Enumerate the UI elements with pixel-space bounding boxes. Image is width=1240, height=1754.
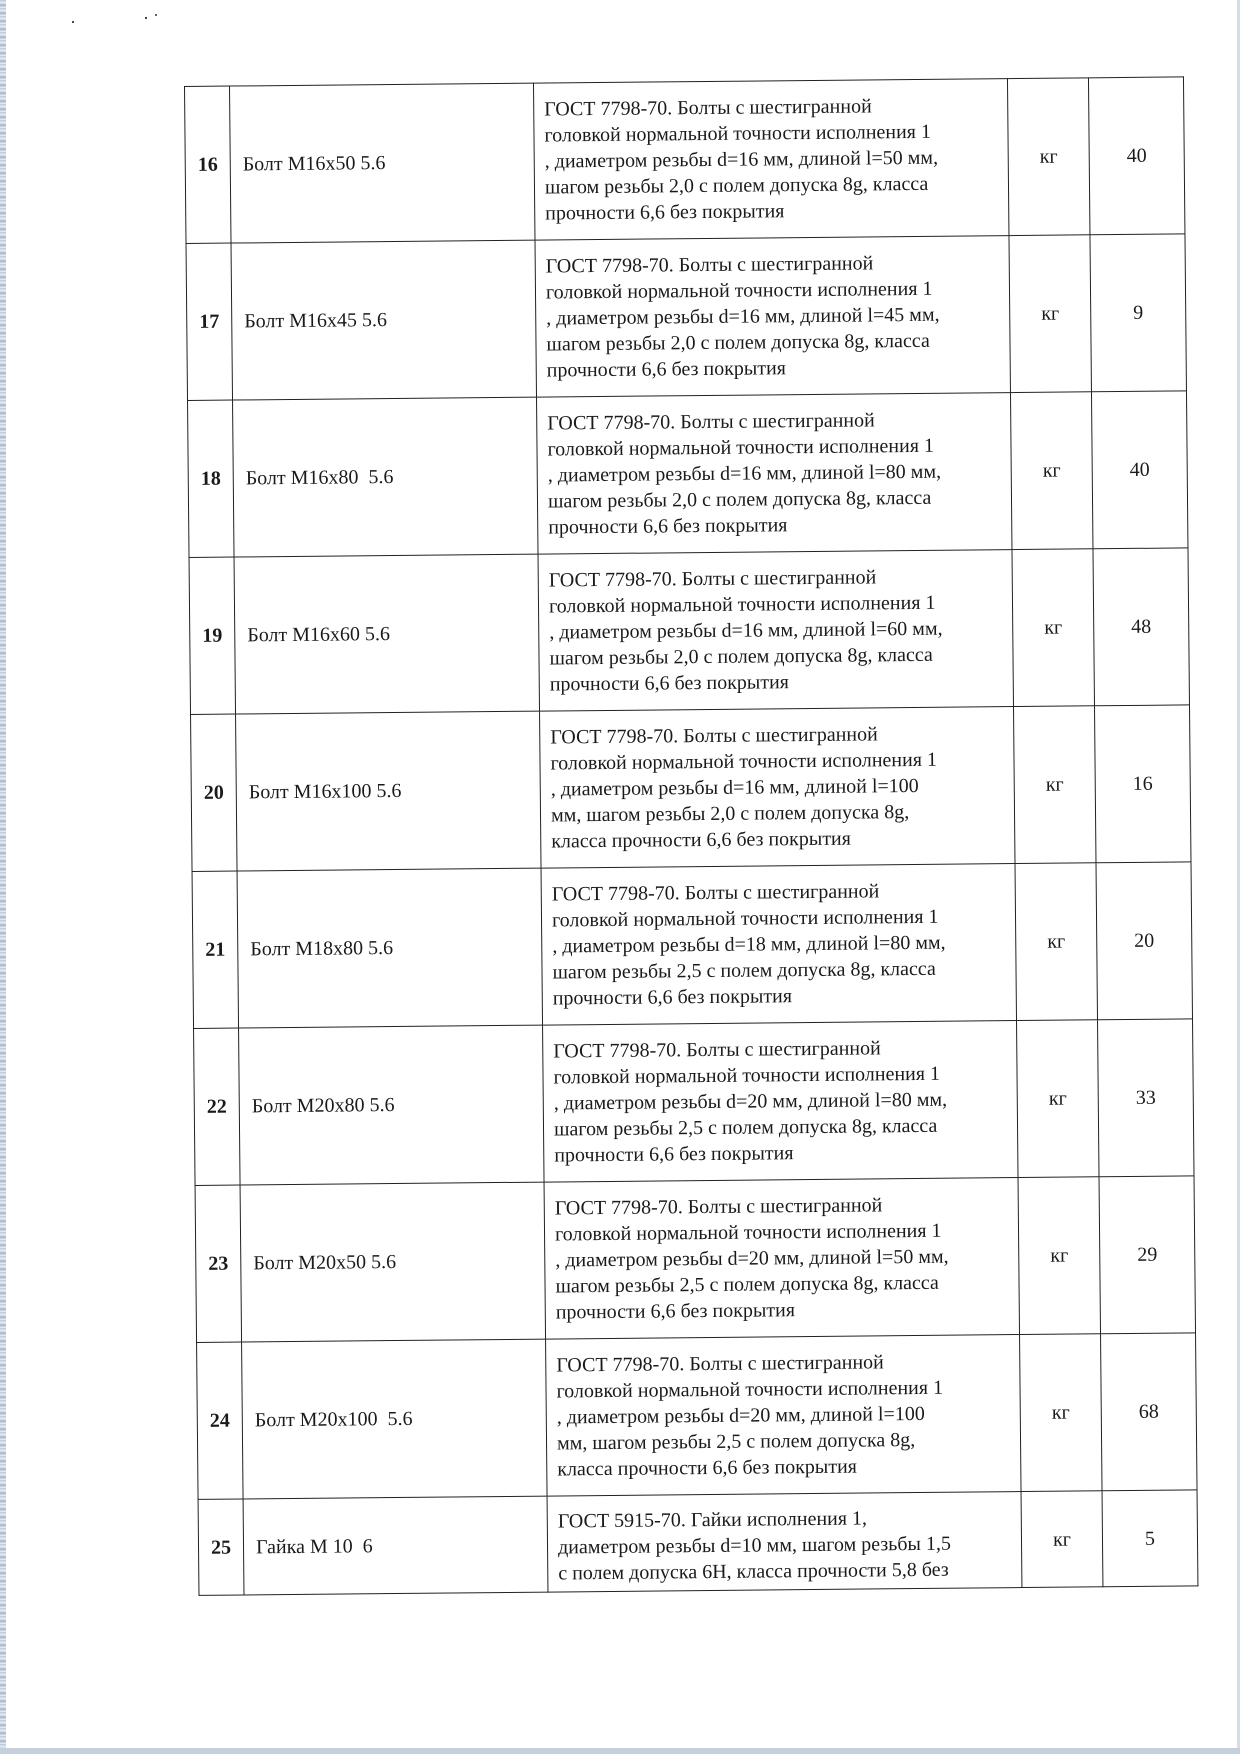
item-name: Болт М20х100 5.6 bbox=[242, 1339, 547, 1499]
description-line: диаметром резьбы d=10 мм, шагом резьбы 1,5 bbox=[557, 1532, 952, 1559]
quantity: 16 bbox=[1094, 705, 1191, 863]
item-name: Болт М16х60 5.6 bbox=[234, 554, 539, 714]
row-number: 23 bbox=[195, 1185, 242, 1342]
unit-of-measure: кг bbox=[1010, 392, 1093, 550]
description-line: мм, шагом резьбы 2,0 с полем допуска 8g, bbox=[550, 801, 910, 827]
item-description bbox=[544, 1178, 1019, 1340]
description-line: , диаметром резьбы d=20 мм, длиной l=100 bbox=[556, 1402, 925, 1429]
description-line: ГОСТ 7798-70. Болты с шестигранной bbox=[545, 252, 874, 278]
item-description bbox=[535, 236, 1010, 398]
item-description bbox=[543, 1021, 1018, 1183]
description-line: , диаметром резьбы d=16 мм, длиной l=45 мм, bbox=[546, 303, 940, 330]
description-line: головкой нормальной точности исполнения 1 bbox=[547, 434, 935, 461]
description-line: ГОСТ 7798-70. Болты с шестигранной bbox=[548, 566, 877, 592]
description-line: ГОСТ 7798-70. Болты с шестигранной bbox=[547, 409, 875, 435]
quantity: 40 bbox=[1088, 77, 1185, 235]
description-line: шагом резьбы 2,0 с полем допуска 8g, класса bbox=[546, 329, 930, 356]
item-name: Болт М16х45 5.6 bbox=[231, 240, 536, 400]
item-name: Болт М16х50 5.6 bbox=[230, 83, 535, 243]
description-line: головкой нормальной точности исполнения 1 bbox=[556, 1376, 944, 1403]
item-name: Болт М16х100 5.6 bbox=[236, 711, 541, 871]
unit-of-measure: кг bbox=[1021, 1491, 1103, 1588]
table-row bbox=[198, 1490, 1198, 1596]
quantity: 9 bbox=[1090, 234, 1187, 392]
quantity: 33 bbox=[1098, 1019, 1195, 1177]
unit-of-measure: кг bbox=[1009, 235, 1092, 393]
description-line: , диаметром резьбы d=16 мм, длиной l=60 мм, bbox=[549, 617, 943, 644]
unit-of-measure: кг bbox=[1015, 863, 1098, 1021]
description-line: шагом резьбы 2,0 с полем допуска 8g, класса bbox=[547, 486, 932, 513]
description-line: ГОСТ 7798-70. Болты с шестигранной bbox=[544, 95, 872, 121]
description-line: , диаметром резьбы d=16 мм, длиной l=100 bbox=[550, 774, 919, 801]
table-row bbox=[197, 1333, 1197, 1500]
item-description bbox=[541, 864, 1016, 1026]
item-description bbox=[533, 79, 1008, 241]
unit-of-measure: кг bbox=[1007, 78, 1090, 236]
description-line: , диаметром резьбы d=20 мм, длиной l=80 мм, bbox=[553, 1088, 948, 1115]
description-line: шагом резьбы 2,5 с полем допуска 8g, класса bbox=[553, 1114, 938, 1141]
description-line: мм, шагом резьбы 2,5 с полем допуска 8g, bbox=[556, 1429, 916, 1455]
description-line: с полем допуска 6Н, класса прочности 5,8 без bbox=[558, 1558, 949, 1585]
item-name: Болт М20х80 5.6 bbox=[239, 1025, 544, 1185]
description-line: класса прочности 6,6 без покрытия bbox=[551, 827, 852, 853]
quantity: 5 bbox=[1102, 1490, 1198, 1587]
unit-of-measure: кг bbox=[1012, 549, 1095, 707]
item-name: Болт М20х50 5.6 bbox=[240, 1182, 545, 1342]
unit-of-measure: кг bbox=[1018, 1177, 1101, 1335]
item-description bbox=[538, 550, 1013, 712]
description-line: ГОСТ 7798-70. Болты с шестигранной bbox=[556, 1351, 884, 1377]
description-line: шагом резьбы 2,5 с полем допуска 8g, класса bbox=[555, 1271, 939, 1298]
table-row bbox=[192, 862, 1192, 1029]
item-description bbox=[546, 1335, 1021, 1497]
row-number: 24 bbox=[197, 1342, 244, 1499]
row-number: 22 bbox=[194, 1028, 241, 1185]
scan-edge-left bbox=[0, 0, 6, 1754]
description-line: прочности 6,6 без покрытия bbox=[549, 671, 790, 696]
unit-of-measure: кг bbox=[1017, 1020, 1100, 1178]
item-name: Болт М18х80 5.6 bbox=[237, 868, 542, 1028]
description-line: головкой нормальной точности исполнения 1 bbox=[544, 120, 932, 147]
description-line: головкой нормальной точности исполнения 1 bbox=[548, 591, 936, 618]
description-line: ГОСТ 7798-70. Болты с шестигранной bbox=[551, 880, 880, 906]
item-name: Болт М16х80 5.6 bbox=[233, 397, 538, 557]
description-line: головкой нормальной точности исполнения 1 bbox=[545, 277, 933, 304]
description-line: , диаметром резьбы d=16 мм, длиной l=80 мм, bbox=[547, 460, 942, 487]
item-description bbox=[537, 393, 1012, 555]
description-line: прочности 6,6 без покрытия bbox=[548, 514, 788, 539]
quantity: 40 bbox=[1091, 391, 1188, 549]
table-body bbox=[185, 77, 1198, 1596]
table-row bbox=[188, 391, 1188, 558]
row-number: 25 bbox=[198, 1499, 244, 1595]
description-line: ГОСТ 7798-70. Болты с шестигранной bbox=[554, 1194, 883, 1220]
table-row bbox=[191, 705, 1191, 872]
description-line: прочности 6,6 без покрытия bbox=[555, 1299, 796, 1324]
description-line: ГОСТ 5915-70. Гайки исполнения 1, bbox=[557, 1507, 868, 1533]
row-number: 18 bbox=[188, 400, 235, 557]
unit-of-measure: кг bbox=[1013, 706, 1096, 864]
specification-table bbox=[184, 76, 1198, 1596]
row-number: 21 bbox=[192, 871, 239, 1028]
description-line: , диаметром резьбы d=18 мм, длиной l=80 мм, bbox=[552, 931, 946, 958]
row-number: 19 bbox=[189, 557, 236, 714]
description-line: шагом резьбы 2,0 с полем допуска 8g, класса bbox=[549, 643, 933, 670]
table-row bbox=[189, 548, 1189, 715]
description-line: класса прочности 6,6 без покрытия bbox=[557, 1455, 858, 1481]
specification-table-wrapper bbox=[184, 76, 1188, 1595]
unit-of-measure: кг bbox=[1020, 1334, 1103, 1492]
description-line: прочности 6,6 без покрытия bbox=[546, 357, 787, 382]
description-line: прочности 6,6 без покрытия bbox=[545, 200, 785, 225]
description-line: прочности 6,6 без покрытия bbox=[552, 985, 793, 1010]
description-line: головкой нормальной точности исполнения 1 bbox=[553, 1062, 941, 1089]
quantity: 48 bbox=[1093, 548, 1190, 706]
description-line: ГОСТ 7798-70. Болты с шестигранной bbox=[550, 723, 878, 749]
description-line: головкой нормальной точности исполнения 1 bbox=[554, 1219, 942, 1246]
description-line: головкой нормальной точности исполнения 1 bbox=[550, 748, 938, 775]
description-line: головкой нормальной точности исполнения 1 bbox=[551, 905, 939, 932]
row-number: 16 bbox=[185, 86, 232, 243]
quantity: 29 bbox=[1099, 1176, 1196, 1334]
item-name: Гайка М 10 6 bbox=[243, 1496, 548, 1595]
row-number: 17 bbox=[186, 243, 233, 400]
description-line: прочности 6,6 без покрытия bbox=[554, 1142, 794, 1167]
item-description bbox=[540, 707, 1015, 869]
row-number: 20 bbox=[191, 714, 238, 871]
scan-specks bbox=[70, 12, 170, 26]
description-line: , диаметром резьбы d=20 мм, длиной l=50 мм, bbox=[555, 1245, 949, 1272]
description-line: , диаметром резьбы d=16 мм, длиной l=50 мм, bbox=[544, 146, 939, 173]
description-line: ГОСТ 7798-70. Болты с шестигранной bbox=[553, 1037, 881, 1063]
table-row bbox=[185, 77, 1185, 244]
description-line: шагом резьбы 2,0 с полем допуска 8g, класса bbox=[544, 172, 929, 199]
quantity: 68 bbox=[1101, 1333, 1198, 1491]
table-row bbox=[186, 234, 1186, 401]
description-line: шагом резьбы 2,5 с полем допуска 8g, класса bbox=[552, 957, 936, 984]
scan-edge-bottom bbox=[0, 1748, 1240, 1754]
item-description bbox=[547, 1492, 1022, 1593]
table-row bbox=[195, 1176, 1195, 1343]
table-row bbox=[194, 1019, 1194, 1186]
quantity: 20 bbox=[1096, 862, 1193, 1020]
